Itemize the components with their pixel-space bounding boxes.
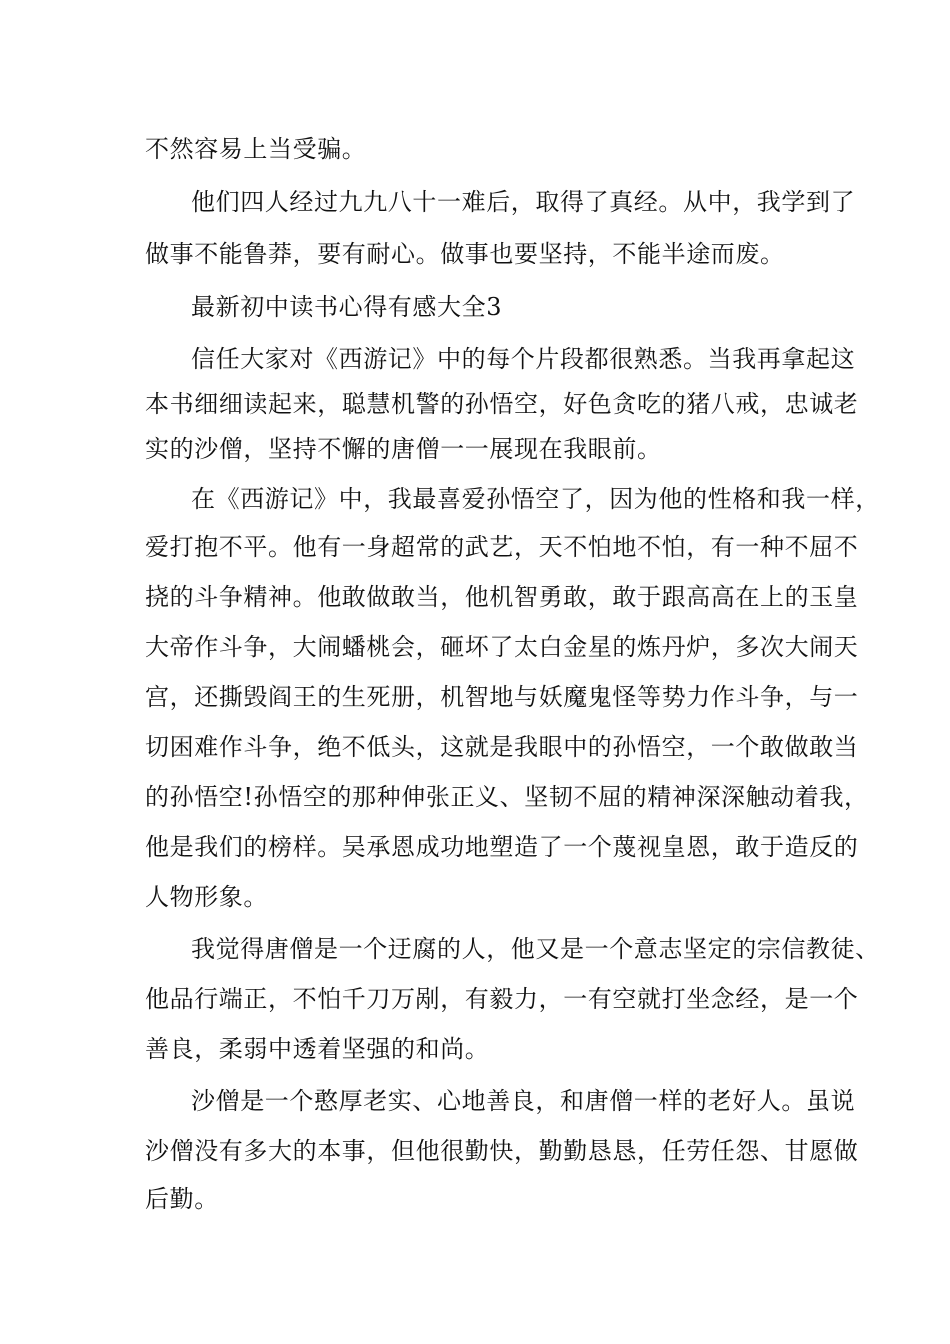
text-line: 不然容易上当受骗。 [145,135,367,163]
text-line: 他品行端正，不怕千刀万剐，有毅力，一有空就打坐念经，是一个 [145,985,859,1013]
text-line: 人物形象。 [145,883,268,911]
text-line: 切困难作斗争，绝不低头，这就是我眼中的孙悟空，一个敢做敢当 [145,733,859,761]
text-line: 沙僧没有多大的本事，但他很勤快，勤勤恳恳，任劳任怨、甘愿做 [145,1137,859,1165]
text-line: 爱打抱不平。他有一身超常的武艺，天不怕地不怕，有一种不屈不 [145,533,859,561]
text-line: 大帝作斗争，大闹蟠桃会，砸坏了太白金星的炼丹炉，多次大闹天 [145,633,859,661]
text-line: 宫，还撕毁阎王的生死册，机智地与妖魔鬼怪等势力作斗争，与一 [145,683,859,711]
section-heading: 最新初中读书心得有感大全3 [191,293,503,321]
text-line: 我觉得唐僧是一个迂腐的人，他又是一个意志坚定的宗信教徒、 [191,935,880,963]
text-line: 他们四人经过九九八十一难后，取得了真经。从中，我学到了 [191,188,856,216]
text-line: 在《西游记》中，我最喜爱孙悟空了，因为他的性格和我一样， [191,485,880,513]
text-line: 善良，柔弱中透着坚强的和尚。 [145,1035,490,1063]
text-line: 沙僧是一个憨厚老实、心地善良，和唐僧一样的老好人。虽说 [191,1087,856,1115]
text-line: 后勤。 [145,1185,219,1213]
text-line: 挠的斗争精神。他敢做敢当，他机智勇敢，敢于跟高高在上的玉皇 [145,583,859,611]
text-line: 的孙悟空!孙悟空的那种伸张正义、坚韧不屈的精神深深触动着我， [145,783,869,811]
text-line: 做事不能鲁莽，要有耐心。做事也要坚持，不能半途而废。 [145,240,785,268]
text-line: 信任大家对《西游记》中的每个片段都很熟悉。当我再拿起这 [191,345,856,373]
text-line: 本书细细读起来，聪慧机警的孙悟空，好色贪吃的猪八戒，忠诚老 [145,390,859,418]
text-line: 他是我们的榜样。吴承恩成功地塑造了一个蔑视皇恩，敢于造反的 [145,833,859,861]
text-line: 实的沙僧，坚持不懈的唐僧一一展现在我眼前。 [145,435,662,463]
